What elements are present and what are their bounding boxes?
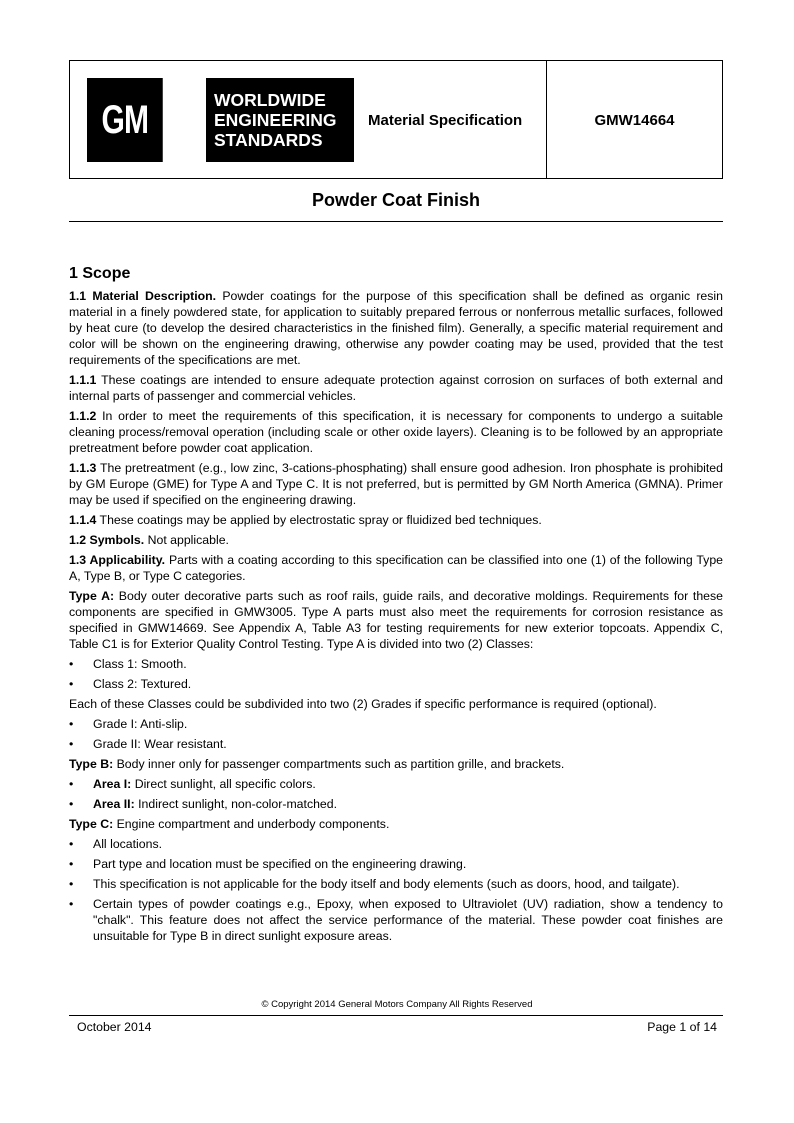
list-item-text: Grade I: Anti-slip.: [93, 717, 188, 731]
bullet-icon: •: [69, 677, 74, 691]
list-item: [69, 716, 723, 732]
list-item-text: Class 1: Smooth.: [93, 657, 187, 671]
area-label: Area II:: [93, 797, 135, 811]
paragraph-1-2: [69, 532, 723, 548]
para-label: 1.2 Symbols.: [69, 533, 145, 547]
list-item: [69, 836, 723, 852]
para-text: These coatings may be applied by electrostatic spray or fluidized bed techniques.: [96, 513, 542, 527]
gm-logo: GM: [87, 78, 163, 162]
para-text: Body outer decorative parts such as roof rails, guide rails, and decorative moldings. Requirements for these components are specified in GMW3005. Type A parts must also meet the requirements for corrosion resistance as specified in GMW14669. See Appendix A, Table A3 for testing requirements for new exterior topcoats. Appendix C, Table C1 is for Exterior Quality Control Testing. Type A is divided into two (2) Classes:: [69, 589, 723, 651]
logo-line: STANDARDS: [214, 130, 323, 150]
footer-rule: [69, 1015, 723, 1016]
section-heading: 1 Scope: [69, 265, 131, 282]
para-label: Type C:: [69, 817, 114, 831]
bullet-icon: •: [69, 797, 74, 811]
bullet-icon: •: [69, 737, 74, 751]
area-text: Direct sunlight, all specific colors.: [131, 777, 316, 791]
logo-line: ENGINEERING: [214, 110, 337, 130]
header-box: [69, 60, 723, 179]
list-item: [69, 656, 723, 672]
bullet-icon: •: [69, 837, 74, 851]
paragraph-1-1: [69, 288, 723, 368]
paragraph-type-b: [69, 756, 723, 772]
area-label: Area I:: [93, 777, 132, 791]
paragraph-type-c: [69, 816, 723, 832]
footer-date: October 2014: [77, 1020, 152, 1034]
para-label: Type B:: [69, 757, 114, 771]
document-title: Powder Coat Finish: [311, 190, 480, 210]
list-item-text: Part type and location must be specified on the engineering drawing.: [93, 857, 467, 871]
bullet-icon: •: [69, 857, 74, 871]
para-text: Body inner only for passenger compartments such as partition grille, and brackets.: [113, 757, 565, 771]
worldwide-engineering-standards-logo: [206, 78, 354, 162]
paragraph-1-1-2: [69, 408, 723, 456]
document-body: [69, 264, 723, 948]
paragraph-1-1-1: [69, 372, 723, 404]
list-item-text: Class 2: Textured.: [93, 677, 192, 691]
bullet-icon: •: [69, 877, 74, 891]
para-text: Engine compartment and underbody components.: [113, 817, 390, 831]
para-text: Parts with a coating according to this specification can be classified into one (1) of the following Type A, Type B, or Type C categories.: [69, 553, 723, 583]
paragraph-type-a: [69, 588, 723, 652]
list-item: [69, 736, 723, 752]
list-item: [69, 676, 723, 692]
para-label: 1.3 Applicability.: [69, 553, 166, 567]
page-number: Page 1 of 14: [647, 1020, 717, 1034]
para-label: Type A:: [69, 589, 115, 603]
spec-number: GMW14664: [594, 112, 675, 129]
list-item: [69, 896, 723, 944]
list-item-text: Grade II: Wear resistant.: [93, 737, 227, 751]
para-text: In order to meet the requirements of this specification, it is necessary for components to undergo a suitable cleaning process/removal operation (including scale or other oxide layers). Cleaning is to be followed by an appropriate pretreatment before powder coat application.: [69, 409, 723, 455]
area-text: Indirect sunlight, non-color-matched.: [134, 797, 338, 811]
paragraph-1-1-4: [69, 512, 723, 528]
bullet-icon: •: [69, 657, 74, 671]
bullet-icon: •: [69, 777, 74, 791]
para-label: 1.1.2: [69, 409, 97, 423]
para-text: Powder coatings for the purpose of this specification shall be defined as organic resin material in a finely powdered state, for application to suitably prepared ferrous or nonferrous metallic surfaces, followed by heat cure (to develop the desired characteristics in the finished film). Generally, a specific material requirement and color will be shown on the engineering drawing, otherwise any powder coating may be used, provided that the test requirements of the specifications are met.: [69, 289, 723, 367]
list-item-text: Certain types of powder coatings e.g., Epoxy, when exposed to Ultraviolet (UV) radiation, show a tendency to "chalk". This feature does not affect the service performance of the material. These powder coat finishes are unsuitable for Type B in direct sunlight exposure areas.: [93, 897, 723, 943]
bullet-icon: •: [69, 717, 74, 731]
list-item: [69, 776, 723, 792]
paragraph-1-3: [69, 552, 723, 584]
list-item-text: This specification is not applicable for the body itself and body elements (such as doors, hood, and tailgate).: [93, 877, 680, 891]
list-item-text: All locations.: [93, 837, 163, 851]
list-item: [69, 796, 723, 812]
list-item: [69, 876, 723, 892]
spec-type: Material Specification: [368, 112, 523, 129]
para-label: 1.1.4: [69, 513, 97, 527]
para-label: 1.1 Material Description.: [69, 289, 217, 303]
bullet-icon: •: [69, 897, 74, 911]
para-label: 1.1.3: [69, 461, 97, 475]
para-label: 1.1.1: [69, 373, 97, 387]
title-rule: [69, 221, 723, 222]
para-text: The pretreatment (e.g., low zinc, 3-cations-phosphating) shall ensure good adhesion. Iron phosphate is prohibited by GM Europe (GME) for Type A and Type C. It is not preferred, but is permitted by GM North America (GMNA). Primer may be used if specified on the engineering drawing.: [69, 461, 723, 507]
para-text: Not applicable.: [144, 533, 229, 547]
list-item: [69, 856, 723, 872]
para-text: These coatings are intended to ensure adequate protection against corrosion on surfaces of both external and internal parts of passenger and commercial vehicles.: [69, 373, 723, 403]
copyright-notice: © Copyright 2014 General Motors Company All Rights Reserved: [261, 999, 533, 1010]
paragraph-1-1-3: [69, 460, 723, 508]
logo-line: WORLDWIDE: [214, 90, 326, 110]
paragraph-grades-intro: Each of these Classes could be subdivided into two (2) Grades if specific performance is required (optional).: [69, 697, 657, 711]
